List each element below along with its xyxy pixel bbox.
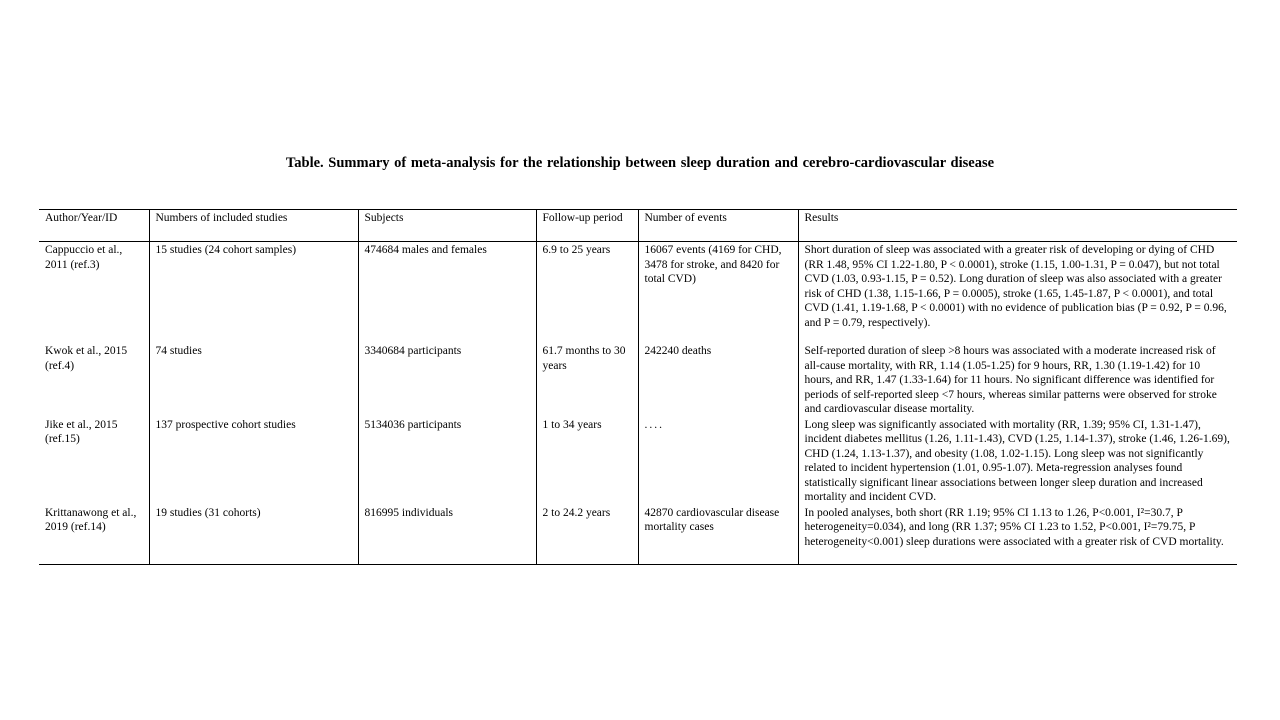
cell-followup: 61.7 months to 30 years — [536, 343, 638, 417]
cell-studies: 19 studies (31 cohorts) — [149, 505, 358, 565]
cell-subjects: 816995 individuals — [358, 505, 536, 565]
cell-studies: 15 studies (24 cohort samples) — [149, 242, 358, 344]
cell-results: In pooled analyses, both short (RR 1.19; 95% CI 1.13 to 1.26, P<0.001, I²=30.7, P heterogeneity=0.034), and long (RR 1.37; 95% CI 1.23 to 1.52, P<0.001, I²=79.75, P heterogeneity<0.001) sleep durations were associated with a greater risk of CVD mortality. — [798, 505, 1237, 565]
column-header-events: Number of events — [638, 210, 798, 242]
cell-subjects: 3340684 participants — [358, 343, 536, 417]
table-row — [39, 505, 1237, 565]
cell-events: 16067 events (4169 for CHD, 3478 for stroke, and 8420 for total CVD) — [638, 242, 798, 344]
column-header-subjects: Subjects — [358, 210, 536, 242]
column-header-author: Author/Year/ID — [39, 210, 149, 242]
cell-studies: 137 prospective cohort studies — [149, 417, 358, 505]
cell-studies: 74 studies — [149, 343, 358, 417]
column-header-studies: Numbers of included studies — [149, 210, 358, 242]
cell-followup: 6.9 to 25 years — [536, 242, 638, 344]
table-title: Table. Summary of meta-analysis for the relationship between sleep duration and cerebro-cardiovascular disease — [285, 155, 995, 171]
cell-author: Krittanawong et al., 2019 (ref.14) — [45, 506, 137, 533]
cell-author: Kwok et al., 2015 (ref.4) — [45, 345, 128, 372]
table-row — [39, 343, 1237, 417]
cell-subjects: 474684 males and females — [358, 242, 536, 344]
cell-followup: 2 to 24.2 years — [536, 505, 638, 565]
cell-events: .... — [638, 417, 798, 505]
column-header-results: Results — [798, 210, 1237, 242]
header-row — [39, 210, 1237, 242]
cell-results: Short duration of sleep was associated with a greater risk of developing or dying of CHD (RR 1.48, 95% CI 1.22-1.80, P < 0.0001), stroke (1.15, 1.00-1.31, P = 0.047), but not total CVD (1.03, 0.93-1.15, P = 0.52). Long duration of sleep was also associated with a greater risk of CHD (1.38, 1.15-1.66, P = 0.0005), stroke (1.65, 1.45-1.87, P < 0.0001), and total CVD (1.41, 1.19-1.68, P < 0.0001) with no evidence of publication bias (P = 0.92, P = 0.96, and P = 0.79, respectively). — [798, 242, 1237, 344]
cell-subjects: 5134036 participants — [358, 417, 536, 505]
cell-author: Jike et al., 2015 (ref.15) — [45, 418, 118, 445]
table-row — [39, 417, 1237, 505]
column-header-followup: Follow-up period — [536, 210, 638, 242]
meta-analysis-table — [39, 209, 1237, 565]
cell-results: Self-reported duration of sleep >8 hours was associated with a moderate increased risk of all-cause mortality, with RR, 1.14 (1.05-1.25) for 9 hours, RR, 1.30 (1.19-1.42) for 10 hours, and RR, 1.47 (1.33-1.64) for 11 hours. No significant difference was identified for periods of self-reported sleep <7 hours, whereas similar patterns were observed for stroke and cardiovascular disease mortality. — [798, 343, 1237, 417]
cell-author: Cappuccio et al., 2011 (ref.3) — [45, 244, 123, 271]
cell-events: 42870 cardiovascular disease mortality cases — [638, 505, 798, 565]
cell-events: 242240 deaths — [638, 343, 798, 417]
cell-followup: 1 to 34 years — [536, 417, 638, 505]
table-row — [39, 242, 1237, 344]
cell-results: Long sleep was significantly associated with mortality (RR, 1.39; 95% CI, 1.31-1.47), incident diabetes mellitus (1.26, 1.11-1.43), CVD (1.25, 1.14-1.37), stroke (1.46, 1.26-1.69), CHD (1.24, 1.13-1.37), and obesity (1.08, 1.02-1.15). Long sleep was not significantly related to incident hypertension (1.01, 0.95-1.07). Meta-regression analyses found statistically significant linear associations between longer sleep duration and increased mortality and incident CVD. — [798, 417, 1237, 505]
